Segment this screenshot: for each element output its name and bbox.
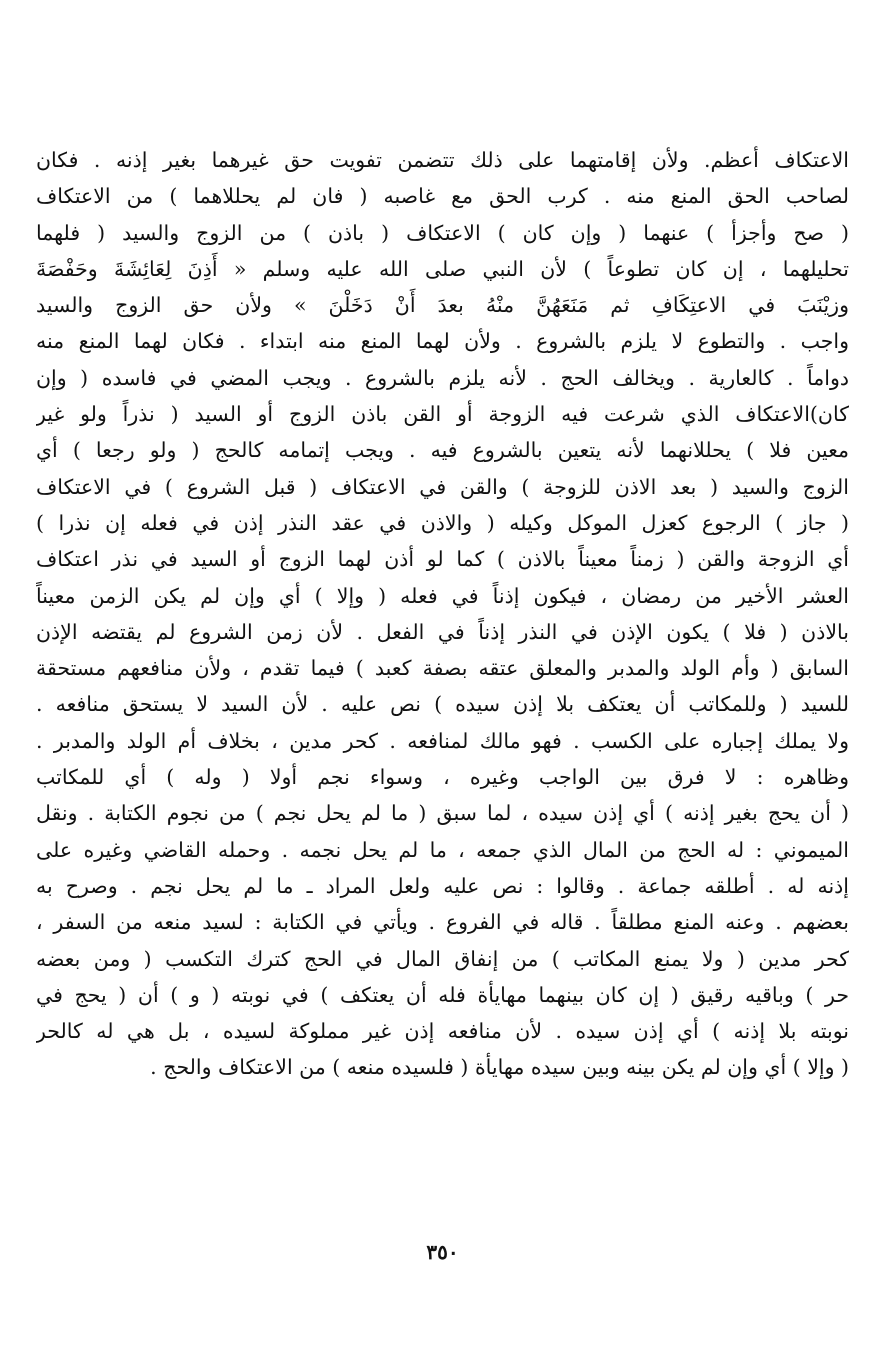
text-line: معين فلا ) يحللانهما لأنه يتعين بالشروع فيه . ويجب إتمامه كالحج ( ولو رجعا ) أي — [36, 438, 849, 463]
text-line: الميموني : له الحج من المال الذي جمعه ، ما لم يحل نجمه . وحمله القاضي وغيره على — [36, 837, 849, 862]
text-line: تحليلهما ، إن كان تطوعاً ) لأن النبي صلى الله عليه وسلم « أَذِنَ لِعَائِشَةَ وحَفْصَةَ — [36, 256, 849, 281]
text-line: ( صح وأجزأ ) عنهما ( وإن كان ) الاعتكاف ( باذن ) من الزوج والسيد ( فلهما — [36, 220, 849, 245]
text-line: بعضهم . وعنه المنع مطلقاً . قاله في الفروع . ويأتي في الكتابة : لسيد منعه من السفر ، — [36, 910, 849, 935]
text-line: ( أن يحج بغير إذنه ) أي إذن سيده ، لما سبق ( ما لم يحل نجم ) من نجوم الكتابة . ونقل — [36, 801, 849, 826]
text-line: بالاذن ( فلا ) يكون الإذن في النذر إذناً في الفعل . لأن زمن الشروع لم يقتضه الإذن — [36, 619, 849, 644]
text-line: ( وإلا ) أي وإن لم يكن بينه وبين سيده مهايأة ( فلسيده منعه ) من الاعتكاف والحج . — [150, 1055, 849, 1080]
text-line: السابق ( وأم الولد والمدبر والمعلق عتقه بصفة كعبد ) فيما تقدم ، ولأن منافعهم مستحقة — [36, 656, 849, 681]
text-line: أي الزوجة والقن ( زمناً معيناً بالاذن ) كما لو أذن لهما الزوج أو السيد في نذر اعتكاف — [36, 547, 849, 572]
text-line: حر ) وباقيه رقيق ( إن كان بينهما مهايأة فله أن يعتكف ) في نوبته ( و ) أن ( يحج في — [36, 982, 849, 1007]
text-line: للسيد ( وللمكاتب أن يعتكف بلا إذن سيده ) نص عليه . لأن السيد لا يستحق منافعه . — [36, 692, 849, 717]
text-line: واجب . والتطوع لا يلزم بالشروع . ولأن لهما المنع منه ابتداء . فكان لهما المنع منه — [36, 329, 849, 354]
body-text — [36, 142, 849, 1086]
text-line: كان)الاعتكاف الذي شرعت فيه الزوجة أو القن باذن الزوج أو السيد ( نذراً ولو غير — [36, 402, 849, 427]
text-line: لصاحب الحق المنع منه . كرب الحق مع غاصبه ( فان لم يحللاهما ) من الاعتكاف — [36, 184, 849, 209]
text-line: وظاهره : لا فرق بين الواجب وغيره ، وسواء نجم أولا ( وله ) أي للمكاتب — [36, 765, 849, 790]
page-number: ٣٥٠ — [426, 1240, 459, 1264]
text-line: وزيْنَبَ في الاعتِكَافِ ثم مَنَعَهُنَّ منْهُ بعدَ أَنْ دَخَلْنَ » ولأن حق الزوج والسيد — [36, 293, 849, 318]
text-line: ولا يملك إجباره على الكسب . فهو مالك لمنافعه . كحر مدين ، بخلاف أم الولد والمدبر . — [36, 728, 849, 753]
text-line: الاعتكاف أعظم. ولأن إقامتهما على ذلك تتضمن تفويت حق غيرهما بغير إذنه . فكان — [36, 148, 849, 172]
text-line: كحر مدين ( ولا يمنع المكاتب ) من إنفاق المال في الحج كترك التكسب ( ومن بعضه — [36, 946, 849, 971]
text-line: الزوج والسيد ( بعد الاذن للزوجة ) والقن في الاعتكاف ( قبل الشروع ) في الاعتكاف — [36, 474, 849, 499]
text-line: العشر الأخير من رمضان ، فيكون إذناً في فعله ( وإلا ) أي وإن لم يكن الزمن معيناً — [36, 583, 849, 608]
text-line: نوبته بلا إذنه ) أي إذن سيده . لأن منافعه إذن غير مملوكة لسيده ، بل هي له كالحر — [36, 1019, 849, 1044]
text-line: إذنه له . أطلقه جماعة . وقالوا : نص عليه ولعل المراد ـ ما لم يحل نجم . وصرح به — [36, 873, 849, 898]
text-line: دواماً . كالعارية . ويخالف الحج . لأنه يلزم بالشروع . ويجب المضي في فاسده ( وإن — [36, 365, 849, 390]
text-line: ( جاز ) الرجوع كعزل الموكل وكيله ( والاذن في عقد النذر إذن في فعله إن نذرا ) — [36, 510, 849, 535]
